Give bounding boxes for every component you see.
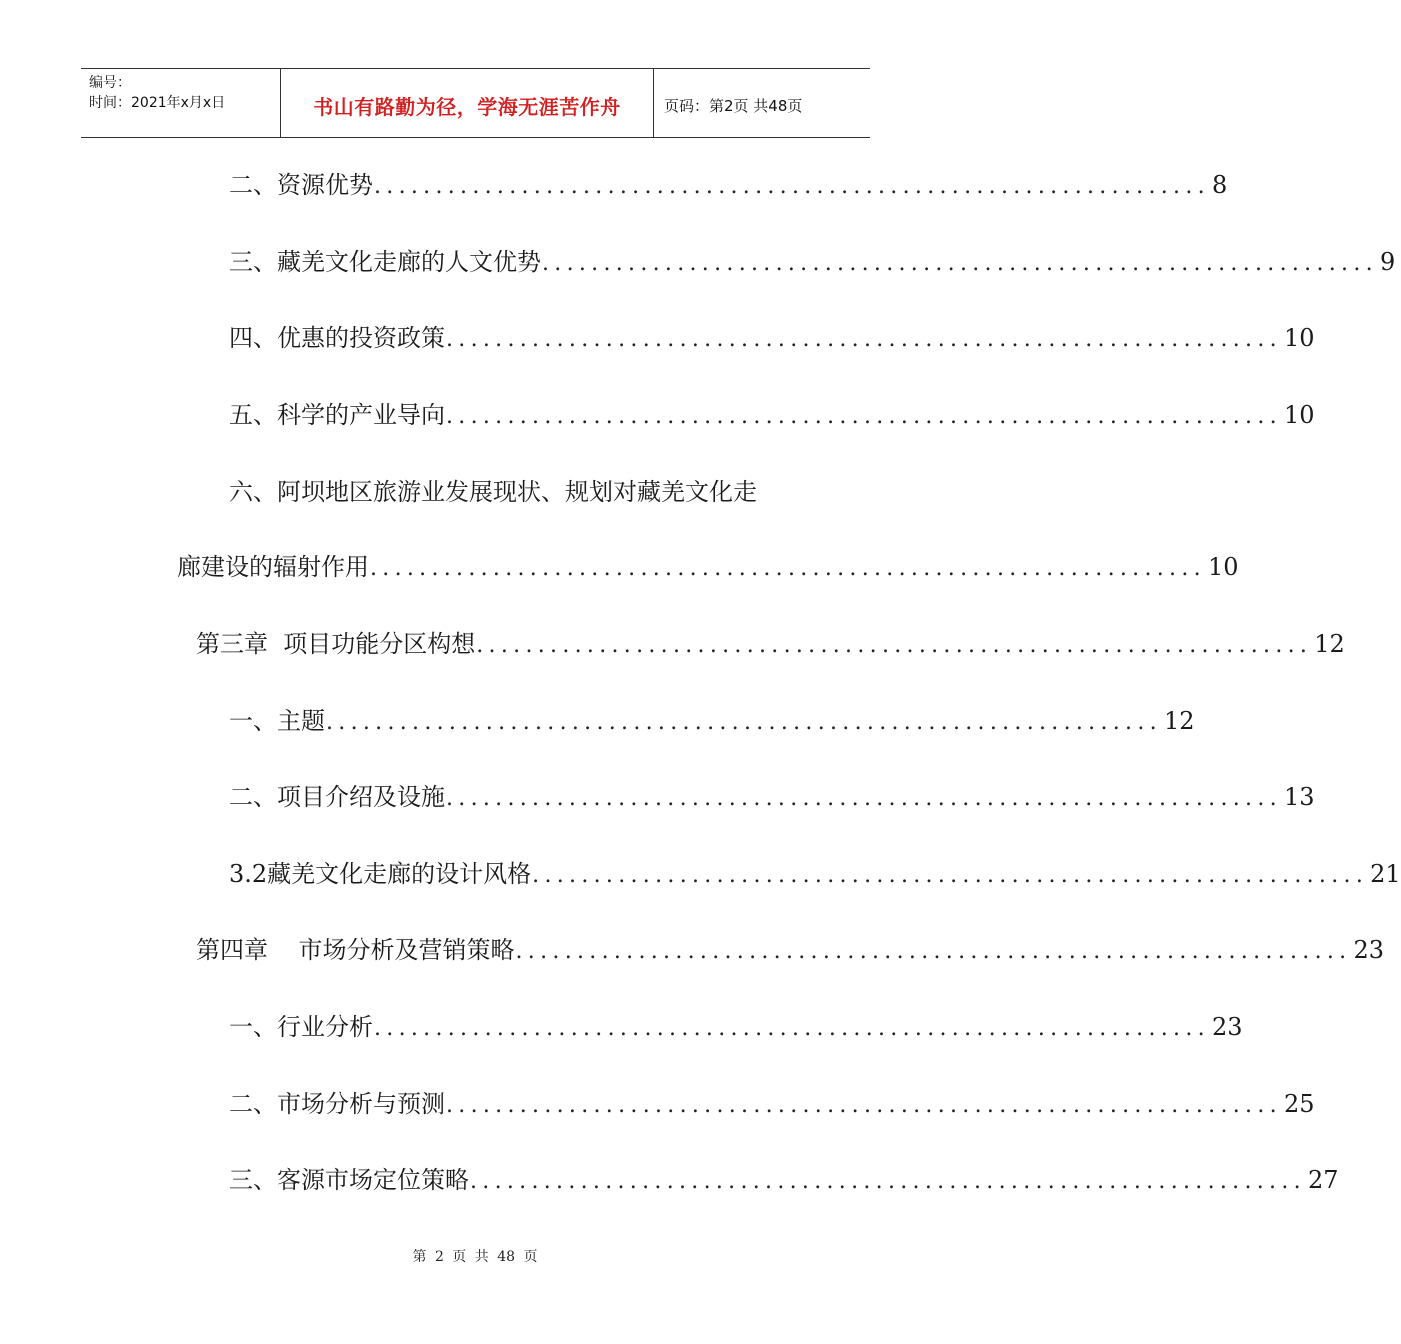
toc-entry[interactable] — [229, 1087, 1315, 1121]
toc-entry-title: 四、优惠的投资政策 — [229, 324, 445, 352]
toc-entry-page: 23 — [1353, 936, 1384, 964]
toc-leader-dots: .................................................................... — [446, 1093, 1282, 1118]
toc-entry-page: 10 — [1283, 324, 1315, 352]
toc-entry-title: 五、科学的产业导向 — [229, 401, 445, 429]
toc-entry-page: 13 — [1283, 783, 1315, 811]
toc-chapter[interactable] — [196, 933, 1384, 967]
toc-leader-dots: .................................................................... — [326, 710, 1162, 735]
toc-entry-page: 12 — [1163, 707, 1195, 735]
toc-entry-title: 二、项目介绍及设施 — [229, 783, 445, 811]
header-page-info: 页码：第2页 共48页 — [664, 96, 803, 115]
toc-leader-dots: .................................................................... — [515, 939, 1352, 964]
toc-leader-dots: .................................................................... — [374, 1016, 1210, 1041]
toc-entry-title: 三、客源市场定位策略 — [229, 1166, 469, 1194]
toc-entry-title: 一、行业分析 — [229, 1013, 373, 1041]
toc-leader-dots: .................................................................... — [542, 251, 1378, 276]
toc-entry-page: 9 — [1379, 248, 1396, 276]
toc-entry-page: 10 — [1207, 553, 1239, 581]
toc-entry-title: 二、资源优势 — [229, 171, 373, 199]
toc-leader-dots: .................................................................... — [446, 327, 1282, 352]
toc-leader-dots: .................................................................... — [532, 863, 1369, 888]
toc-entry-title: 一、主题 — [229, 707, 325, 735]
toc-entry-page: 27 — [1307, 1166, 1339, 1194]
toc-entry[interactable] — [229, 321, 1315, 355]
toc-entry-title: 廊建设的辐射作用 — [177, 553, 369, 581]
toc-entry-title: 第四章 市场分析及营销策略 — [196, 936, 515, 964]
toc-entry[interactable] — [229, 168, 1228, 202]
page-header — [81, 68, 870, 138]
toc-leader-dots: .................................................................... — [374, 174, 1210, 199]
header-meta — [81, 69, 281, 137]
toc-entry[interactable] — [229, 704, 1195, 738]
code-label: 编号： — [89, 75, 131, 91]
toc-entry[interactable] — [229, 857, 1401, 891]
page-footer: 第 2 页 共 48 页 — [412, 1249, 538, 1265]
toc-entry-page: 25 — [1283, 1090, 1315, 1118]
toc-entry[interactable] — [229, 780, 1315, 814]
toc-entry-page: 8 — [1211, 171, 1228, 199]
toc-entry-title: 3.2藏羌文化走廊的设计风格 — [229, 860, 532, 888]
toc-entry-page: 12 — [1314, 630, 1345, 658]
toc-entry[interactable] — [177, 550, 1239, 584]
toc-entry[interactable] — [229, 1163, 1339, 1197]
toc-leader-dots: .................................................................... — [446, 786, 1282, 811]
toc-chapter[interactable] — [196, 627, 1345, 661]
toc-entry-title: 第三章 项目功能分区构想 — [196, 630, 476, 658]
toc-entry[interactable] — [229, 1010, 1243, 1044]
toc-leader-dots: .................................................................... — [470, 1169, 1306, 1194]
toc-entry-page: 10 — [1283, 401, 1315, 429]
toc-leader-dots: .................................................................... — [446, 404, 1282, 429]
toc-leader-dots: .................................................................... — [370, 556, 1206, 581]
toc-entry[interactable] — [229, 398, 1315, 432]
toc-entry-title-line1[interactable]: 六、阿坝地区旅游业发展现状、规划对藏羌文化走 — [229, 478, 757, 506]
header-motto: 书山有路勤为径，学海无涯苦作舟 — [281, 69, 654, 137]
toc-entry-title: 二、市场分析与预测 — [229, 1090, 445, 1118]
date-label: 时间：2021年x月x日 — [89, 95, 226, 111]
toc-entry-title: 三、藏羌文化走廊的人文优势 — [229, 248, 541, 276]
toc-leader-dots: .................................................................... — [476, 633, 1313, 658]
toc-entry-page: 21 — [1370, 860, 1401, 888]
toc-entry[interactable] — [229, 245, 1396, 279]
toc-entry-page: 23 — [1211, 1013, 1243, 1041]
